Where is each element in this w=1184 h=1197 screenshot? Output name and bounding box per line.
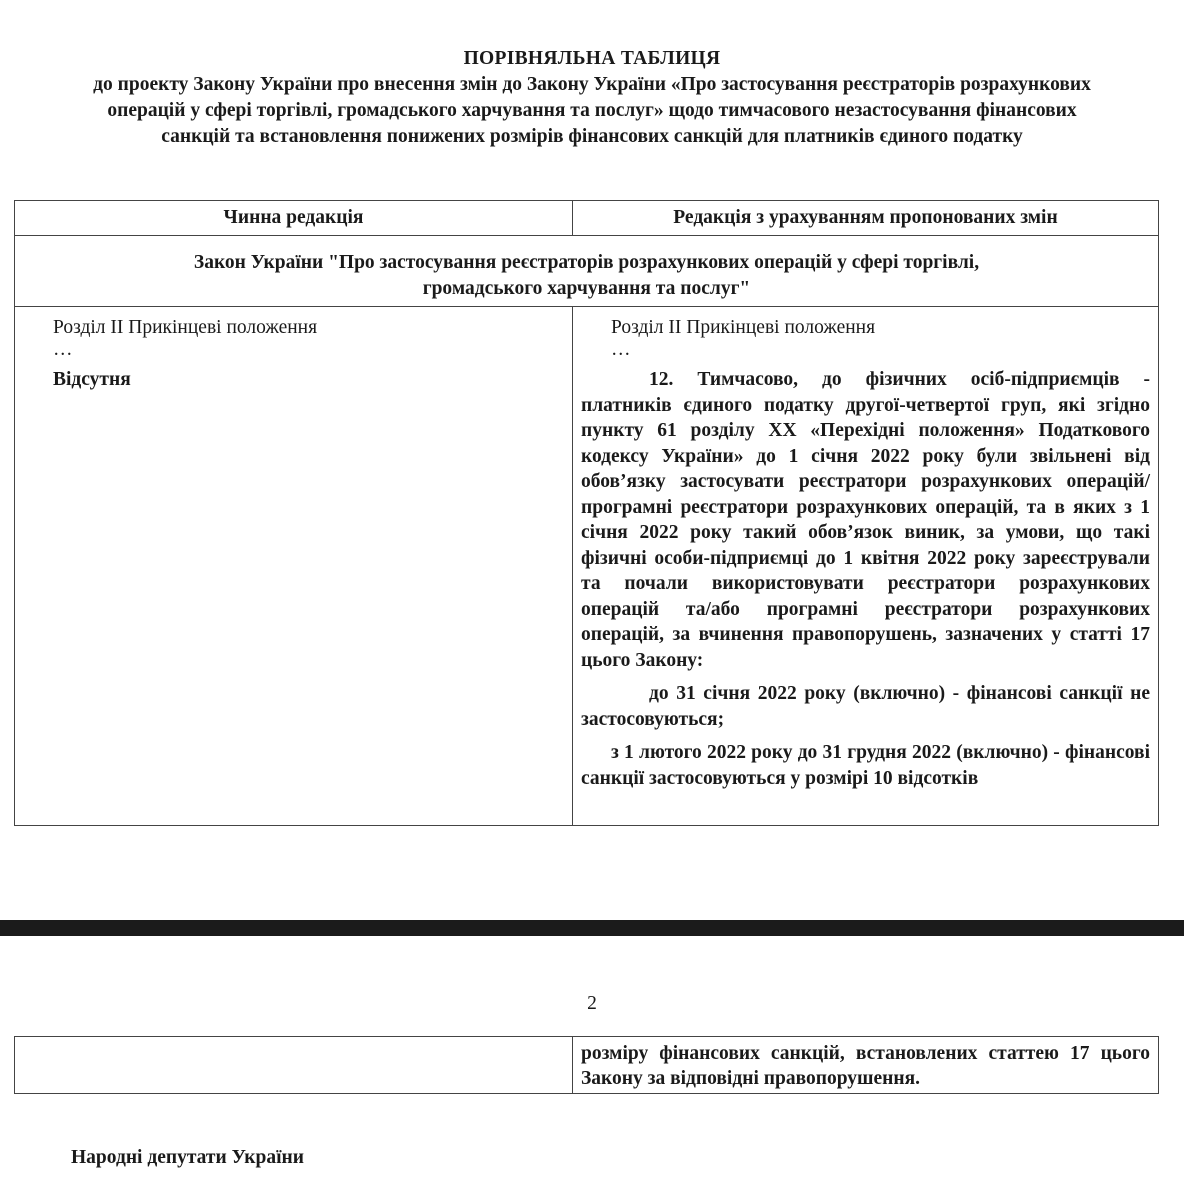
signature-label: Народні депутати України <box>71 1147 305 1168</box>
document-subtitle-line-1: до проекту Закону України про внесення змін до Закону України «Про застосування реєстраторів розрахункових <box>93 74 1091 95</box>
continuation-text: розміру фінансових санкцій, встановлених статтею 17 цього Закону за відповідні правопорушення. <box>581 1043 1150 1089</box>
current-version-cell <box>15 307 573 826</box>
table-header-row <box>15 201 1159 236</box>
left-section-label: Розділ ІІ Прикінцеві положення <box>53 317 318 338</box>
paragraph-sanctions-10-percent: з 1 лютого 2022 року до 31 грудня 2022 (включно) - фінансові санкції застосовуються у розмірі 10 відсотків <box>581 742 1150 789</box>
paragraph-12: 12. Тимчасово, до фізичних осіб-підприємців - платників єдиного податку другої-четвертої груп, які згідно пункту 61 розділу ХХ «Перехідні положення» Податкового кодексу України» до 1 січня 2022 року були звільнені від обов’язку застосувати реєстратори розрахункових операцій/програмні реєстратори розрахункових операцій, та в яких з 1 січня 2022 року такий обов’язок виник, за умови, що такі фізичні особи-підприємці до 1 квітня 2022 року зареєстрували та почали використовувати реєстратори розрахункових операцій та/або програмні реєстратори розрахункових операцій, за вчинення правопорушень, зазначених у статті 17 цього Закону: <box>581 369 1150 671</box>
proposed-version-cell-continued <box>573 1037 1159 1094</box>
document-subtitle-line-3: санкцій та встановлення понижених розмірів фінансових санкцій для платників єдиного податку <box>161 126 1023 147</box>
right-ellipsis: … <box>611 339 631 360</box>
absent-label: Відсутня <box>53 369 131 390</box>
document-subtitle-line-2: операцій у сфері торгівлі, громадського харчування та послуг» щодо тимчасового незастосування фінансових <box>107 100 1077 121</box>
comparison-table-continuation <box>14 1036 1159 1094</box>
law-title-line-2: громадського харчування та послуг" <box>422 278 751 299</box>
paragraph-sanctions-not-applied: до 31 січня 2022 року (включно) - фінансові санкції не застосовуються; <box>581 683 1150 730</box>
right-section-label: Розділ ІІ Прикінцеві положення <box>611 317 876 338</box>
law-title-row <box>15 236 1159 307</box>
table-row <box>15 307 1159 826</box>
page-number: 2 <box>587 993 597 1014</box>
law-title-cell <box>15 236 1159 307</box>
table-row <box>15 1037 1159 1094</box>
document-title: ПОРІВНЯЛЬНА ТАБЛИЦЯ <box>463 48 721 69</box>
law-title-line-1: Закон України "Про застосування реєстраторів розрахункових операцій у сфері торгівлі, <box>193 252 980 273</box>
comparison-table <box>14 200 1159 826</box>
left-ellipsis: … <box>53 339 73 360</box>
column-header-proposed: Редакція з урахуванням пропонованих змін <box>573 201 1159 236</box>
document-header <box>0 46 1184 150</box>
current-version-cell-empty <box>15 1037 573 1094</box>
page-separator <box>0 920 1184 936</box>
proposed-version-cell <box>573 307 1159 826</box>
column-header-current: Чинна редакція <box>15 201 573 236</box>
